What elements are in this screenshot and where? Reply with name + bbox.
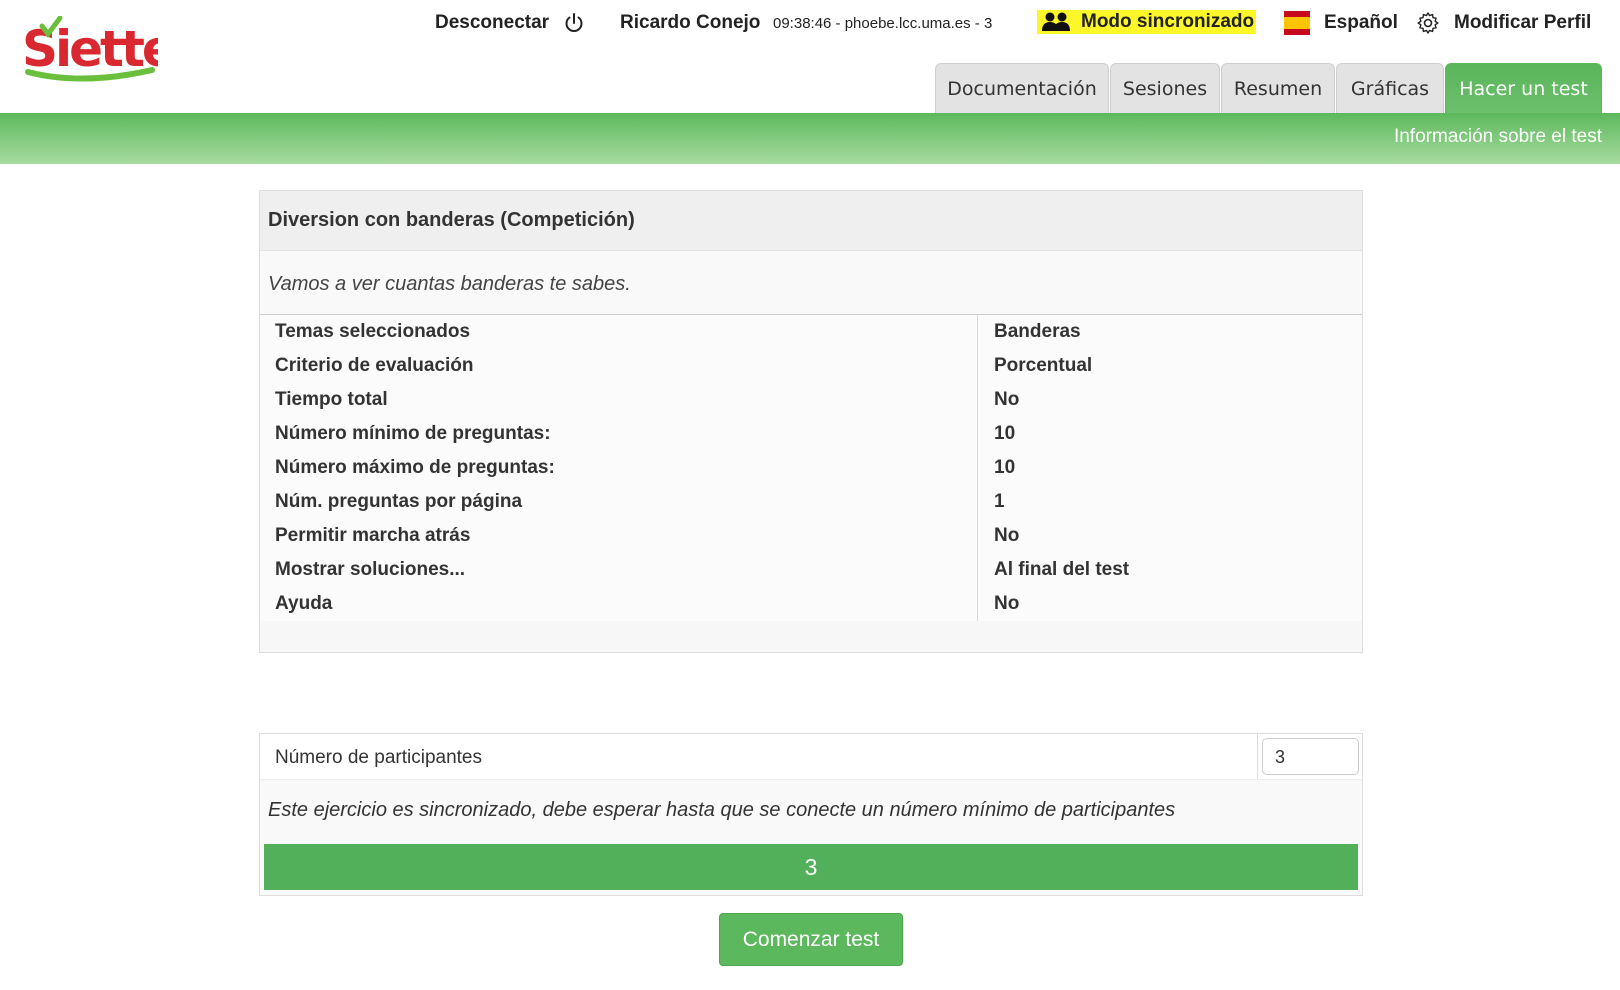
test-properties-table bbox=[260, 315, 1362, 621]
table-row bbox=[260, 485, 1362, 519]
subnav-test-info[interactable]: Información sobre el test bbox=[1393, 126, 1602, 147]
tab-documentacion[interactable]: Documentación bbox=[935, 63, 1109, 114]
property-key: Temas seleccionados bbox=[260, 315, 978, 349]
property-value: Al final del test bbox=[994, 559, 1130, 580]
tab-resumen[interactable]: Resumen bbox=[1221, 63, 1335, 114]
users-icon bbox=[1041, 12, 1071, 32]
property-key: Número máximo de preguntas: bbox=[260, 451, 978, 485]
table-row bbox=[260, 587, 1362, 621]
table-row bbox=[260, 383, 1362, 417]
spain-flag-icon bbox=[1284, 11, 1310, 35]
table-row bbox=[260, 315, 1362, 349]
session-info: 09:38:46 - phoebe.lcc.uma.es - 3 bbox=[773, 14, 993, 32]
test-title: Diversion con banderas (Competición) bbox=[260, 191, 1362, 251]
table-row bbox=[260, 519, 1362, 553]
property-value: 10 bbox=[994, 423, 1016, 444]
connected-count: 3 bbox=[804, 853, 818, 880]
tab-hacer-un-test[interactable]: Hacer un test bbox=[1445, 63, 1602, 114]
participants-panel bbox=[259, 733, 1363, 896]
property-value: No bbox=[994, 389, 1020, 410]
sync-note: Este ejercicio es sincronizado, debe esperar hasta que se conecte un número mínimo de participantes bbox=[268, 799, 1176, 821]
subnav-bar bbox=[0, 113, 1620, 164]
property-key: Permitir marcha atrás bbox=[260, 519, 978, 553]
property-value: 10 bbox=[994, 457, 1016, 478]
start-test-button[interactable]: Comenzar test bbox=[719, 913, 903, 966]
table-row bbox=[260, 417, 1362, 451]
profile-link[interactable] bbox=[1416, 10, 1591, 36]
participants-label: Número de participantes bbox=[260, 734, 1258, 779]
power-icon bbox=[563, 12, 585, 34]
table-row bbox=[260, 553, 1362, 587]
property-value: No bbox=[994, 525, 1020, 546]
sync-mode-label: Modo sincronizado bbox=[1081, 11, 1255, 32]
property-value: 1 bbox=[994, 491, 1005, 512]
logout-label: Desconectar bbox=[435, 12, 550, 33]
profile-label: Modificar Perfil bbox=[1454, 12, 1592, 33]
sync-mode-badge[interactable] bbox=[1037, 10, 1256, 34]
property-value: Banderas bbox=[994, 321, 1081, 342]
property-key: Mostrar soluciones... bbox=[260, 553, 978, 587]
property-value: No bbox=[994, 593, 1020, 614]
property-value: Porcentual bbox=[994, 355, 1093, 376]
svg-text:Siette: Siette bbox=[22, 20, 158, 78]
connected-participants-bar bbox=[264, 844, 1358, 890]
property-key: Núm. preguntas por página bbox=[260, 485, 978, 519]
property-key: Tiempo total bbox=[260, 383, 978, 417]
top-bar bbox=[0, 10, 1620, 36]
user-name: Ricardo Conejo bbox=[620, 12, 761, 33]
table-row bbox=[260, 349, 1362, 383]
property-key: Criterio de evaluación bbox=[260, 349, 978, 383]
tab-graficas[interactable]: Gráficas bbox=[1336, 63, 1444, 114]
participants-input[interactable]: 3 bbox=[1262, 738, 1359, 775]
table-row bbox=[260, 451, 1362, 485]
logout-link[interactable] bbox=[435, 10, 585, 36]
language-selector[interactable] bbox=[1284, 10, 1398, 36]
participants-row bbox=[260, 734, 1362, 780]
property-key: Ayuda bbox=[260, 587, 978, 621]
gear-icon bbox=[1416, 11, 1440, 35]
language-label: Español bbox=[1324, 12, 1398, 33]
test-info-panel bbox=[259, 190, 1363, 653]
property-key: Número mínimo de preguntas: bbox=[260, 417, 978, 451]
test-description: Vamos a ver cuantas banderas te sabes. bbox=[260, 251, 1362, 315]
tab-sesiones[interactable]: Sesiones bbox=[1110, 63, 1220, 114]
